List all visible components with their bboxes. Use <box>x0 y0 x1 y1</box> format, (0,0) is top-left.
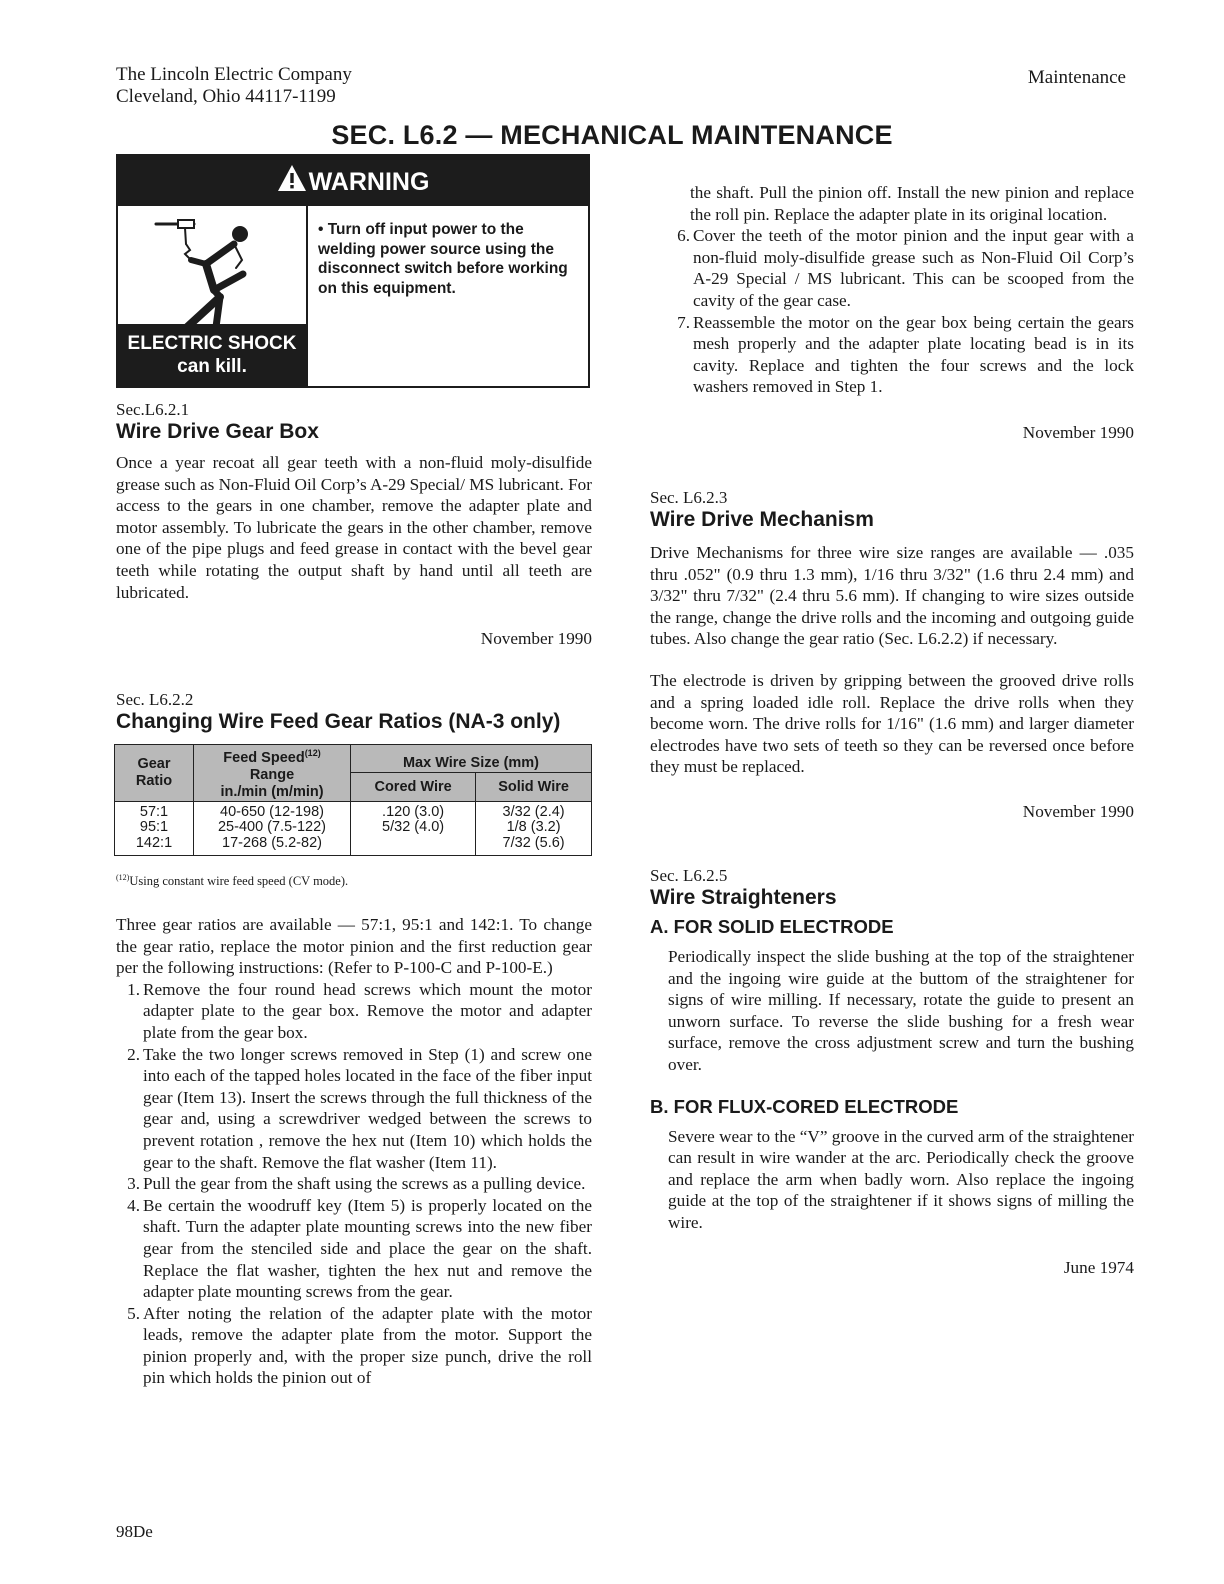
cored-wire-cell: .120 (3.0) 5/32 (4.0) <box>351 801 476 856</box>
section-number: Sec. L6.2.5 <box>650 866 728 885</box>
warning-heading: WARNING <box>308 168 430 196</box>
header-company-block <box>116 64 352 108</box>
warning-triangle-icon <box>277 158 307 210</box>
gear-ratio-cell: 57:1 95:1 142:1 <box>115 801 194 856</box>
warning-bullet: • Turn off input power to the welding power source using the disconnect switch before working on this equipment. <box>318 221 568 297</box>
gear-ratio-table <box>114 744 592 856</box>
subsection-body: Periodically inspect the slide bushing at the top of the straightener and the ingoing wire guide at the buttom of the straightener for signs of wire milling. If necessary, rotate the guide to present an unworn surface. To reverse the slide bushing for a fresh wear surface, remove the cross adjustment screw and turn the bushing over. <box>668 947 1134 1074</box>
section-heading: Wire Drive Mechanism <box>650 508 874 531</box>
gear-ratio-instructions-cont <box>666 182 1134 443</box>
warning-pictogram-panel <box>118 206 308 386</box>
company-name: The Lincoln Electric Company <box>116 64 352 85</box>
page-number: 98De <box>116 1522 153 1541</box>
section-wire-drive-gear-box <box>116 400 592 649</box>
section-number: Sec. L6.2.2 <box>116 690 194 709</box>
subsection-heading: B. FOR FLUX-CORED ELECTRODE <box>650 1095 959 1117</box>
col-max-wire-size: Max Wire Size (mm) <box>351 745 592 773</box>
col-gear-ratio: Gear Ratio <box>115 745 194 802</box>
section-heading: Wire Straighteners <box>650 886 837 909</box>
list-item: 4. Be certain the woodruff key (Item 5) is properly located on the shaft. Turn the adapter plate mounting screws into the new fiber gear from the stenciled side and place the gear on the shaft. Replace the flat washer, tighten the hex nut and remove the adapter plate mounting screws from the gear. <box>127 1195 592 1302</box>
header-section-label: Maintenance <box>1027 67 1126 88</box>
list-item: 5. After noting the relation of the adapter plate with the motor leads, remove the adapter plate from the motor. Support the pinion properly and, with the proper size punch, drive the roll pin which holds the pinion out of <box>127 1303 592 1388</box>
solid-wire-cell: 3/32 (2.4) 1/8 (3.2) 7/32 (5.6) <box>476 801 592 856</box>
list-item: 6. Cover the teeth of the motor pinion and the input gear with a non-fluid moly-disulfide grease such as Non-Fluid Oil Corp’s A-29 Special / MS lubricant. This can be scooped from the cavity of the gear case. <box>677 226 1134 310</box>
list-item: 1. Remove the four round head screws which mount the motor adapter plate to the gear box. Remove the motor and adapter plate from the gear box. <box>127 979 592 1042</box>
electric-shock-label: ELECTRIC SHOCK can kill. <box>118 324 306 386</box>
section-body: Drive Mechanisms for three wire size ranges are available — .035 thru .052" (0.9 thru 1.3 mm), 1/16 thru 3/32" (1.6 thru 2.4 mm) and 3/32" thru 7/32" (2.4 thru 5.6 mm). If changing to wire sizes outside the range, change the drive rolls and the incoming and outgoing guide tubes. Also change the gear ratio (Sec. L6.2.2) if necessary. <box>650 543 1134 649</box>
section-wire-straighteners <box>650 866 1134 1278</box>
section-gear-ratios-heading <box>116 690 592 734</box>
step-5-continued: the shaft. Pull the pinion off. Install the new pinion and replace the roll pin. Replace the adapter plate in its original location. <box>690 183 1134 224</box>
table-footnote: $^{(12)}$Using constant wire feed speed (CV mode). <box>116 873 349 889</box>
section-heading: Changing Wire Feed Gear Ratios (NA-3 only) <box>116 710 561 733</box>
table-row <box>115 801 592 856</box>
table-header-row <box>115 745 592 773</box>
subsection-heading: A. FOR SOLID ELECTRODE <box>650 916 894 937</box>
warning-box <box>116 154 590 388</box>
company-address: Cleveland, Ohio 44117-1199 <box>116 86 336 107</box>
instructions-intro: Three gear ratios are available — 57:1, 95:1 and 142:1. To change the gear ratio, replace the motor pinion and the first reduction gear per the following instructions: (Refer to P-100-C and P-100-E.) <box>116 915 592 978</box>
col-feed-speed: Feed Speed$^{(12)}$ Range in./min (m/min) <box>194 745 351 802</box>
section-number: Sec. L6.2.3 <box>650 488 728 507</box>
section-date: November 1990 <box>480 629 592 649</box>
page-title: SEC. L6.2 — MECHANICAL MAINTENANCE <box>331 120 893 150</box>
section-heading: Wire Drive Gear Box <box>116 420 319 443</box>
list-item: 7. Reassemble the motor on the gear box being certain the gears mesh properly and the adapter plate locating bead is in its cavity. Replace and tighten the four screws and the lock washers removed in Step 1. <box>677 312 1134 397</box>
electric-shock-icon <box>138 212 288 332</box>
section-date: November 1990 <box>1022 422 1134 442</box>
section-date: November 1990 <box>1022 801 1134 821</box>
list-item: 2. Take the two longer screws removed in Step (1) and screw one into each of the tapped holes located in the face of the fiber input gear (Item 13). Insert the screws through the full thickness of the gear and, using a screwdriver wedged between the screws to prevent rotation , remove the hex nut (Item 10) which holds the gear to the shaft. Remove the flat washer (Item 11). <box>127 1044 592 1172</box>
list-item: 3. Pull the gear from the shaft using the screws as a pulling device. <box>127 1174 586 1194</box>
section-wire-drive-mechanism <box>650 488 1134 822</box>
warning-banner <box>118 156 588 206</box>
section-body: The electrode is driven by gripping between the grooved drive rolls and a spring loaded idle roll. Replace the drive rolls when they become worn. The drive rolls for 1/16" (1.6 mm) and larger diameter electrodes have two sets of teeth so they can be reversed once before they must be replaced. <box>650 670 1134 777</box>
section-number: Sec.L6.2.1 <box>116 400 190 419</box>
col-cored-wire: Cored Wire <box>351 773 476 801</box>
subsection-body: Severe wear to the “V” groove in the curved arm of the straightener can result in wire wander at the arc. Periodically check the groove and replace the arm when badly worn. Also replace the ingoing guide at the top of the straightener if it shows signs of milling the wire. <box>668 1126 1134 1232</box>
section-body: Once a year recoat all gear teeth with a non-fluid moly-disulfide grease such as Non-Fluid Oil Corp’s A-29 Special/ MS lubricant. For access to the gears in one chamber, remove the adapter plate and motor assembly. To lubricate the gears in the other chamber, remove one of the pipe plugs and feed grease in contact with the bevel gear teeth while rotating the output shaft by hand until all teeth are lubricated. <box>116 453 592 602</box>
feed-speed-cell: 40-650 (12-198) 25-400 (7.5-122) 17-268 (5.2-82) <box>194 801 351 856</box>
section-date: June 1974 <box>1063 1257 1134 1277</box>
col-solid-wire: Solid Wire <box>476 773 592 801</box>
gear-ratio-instructions <box>116 914 592 1389</box>
